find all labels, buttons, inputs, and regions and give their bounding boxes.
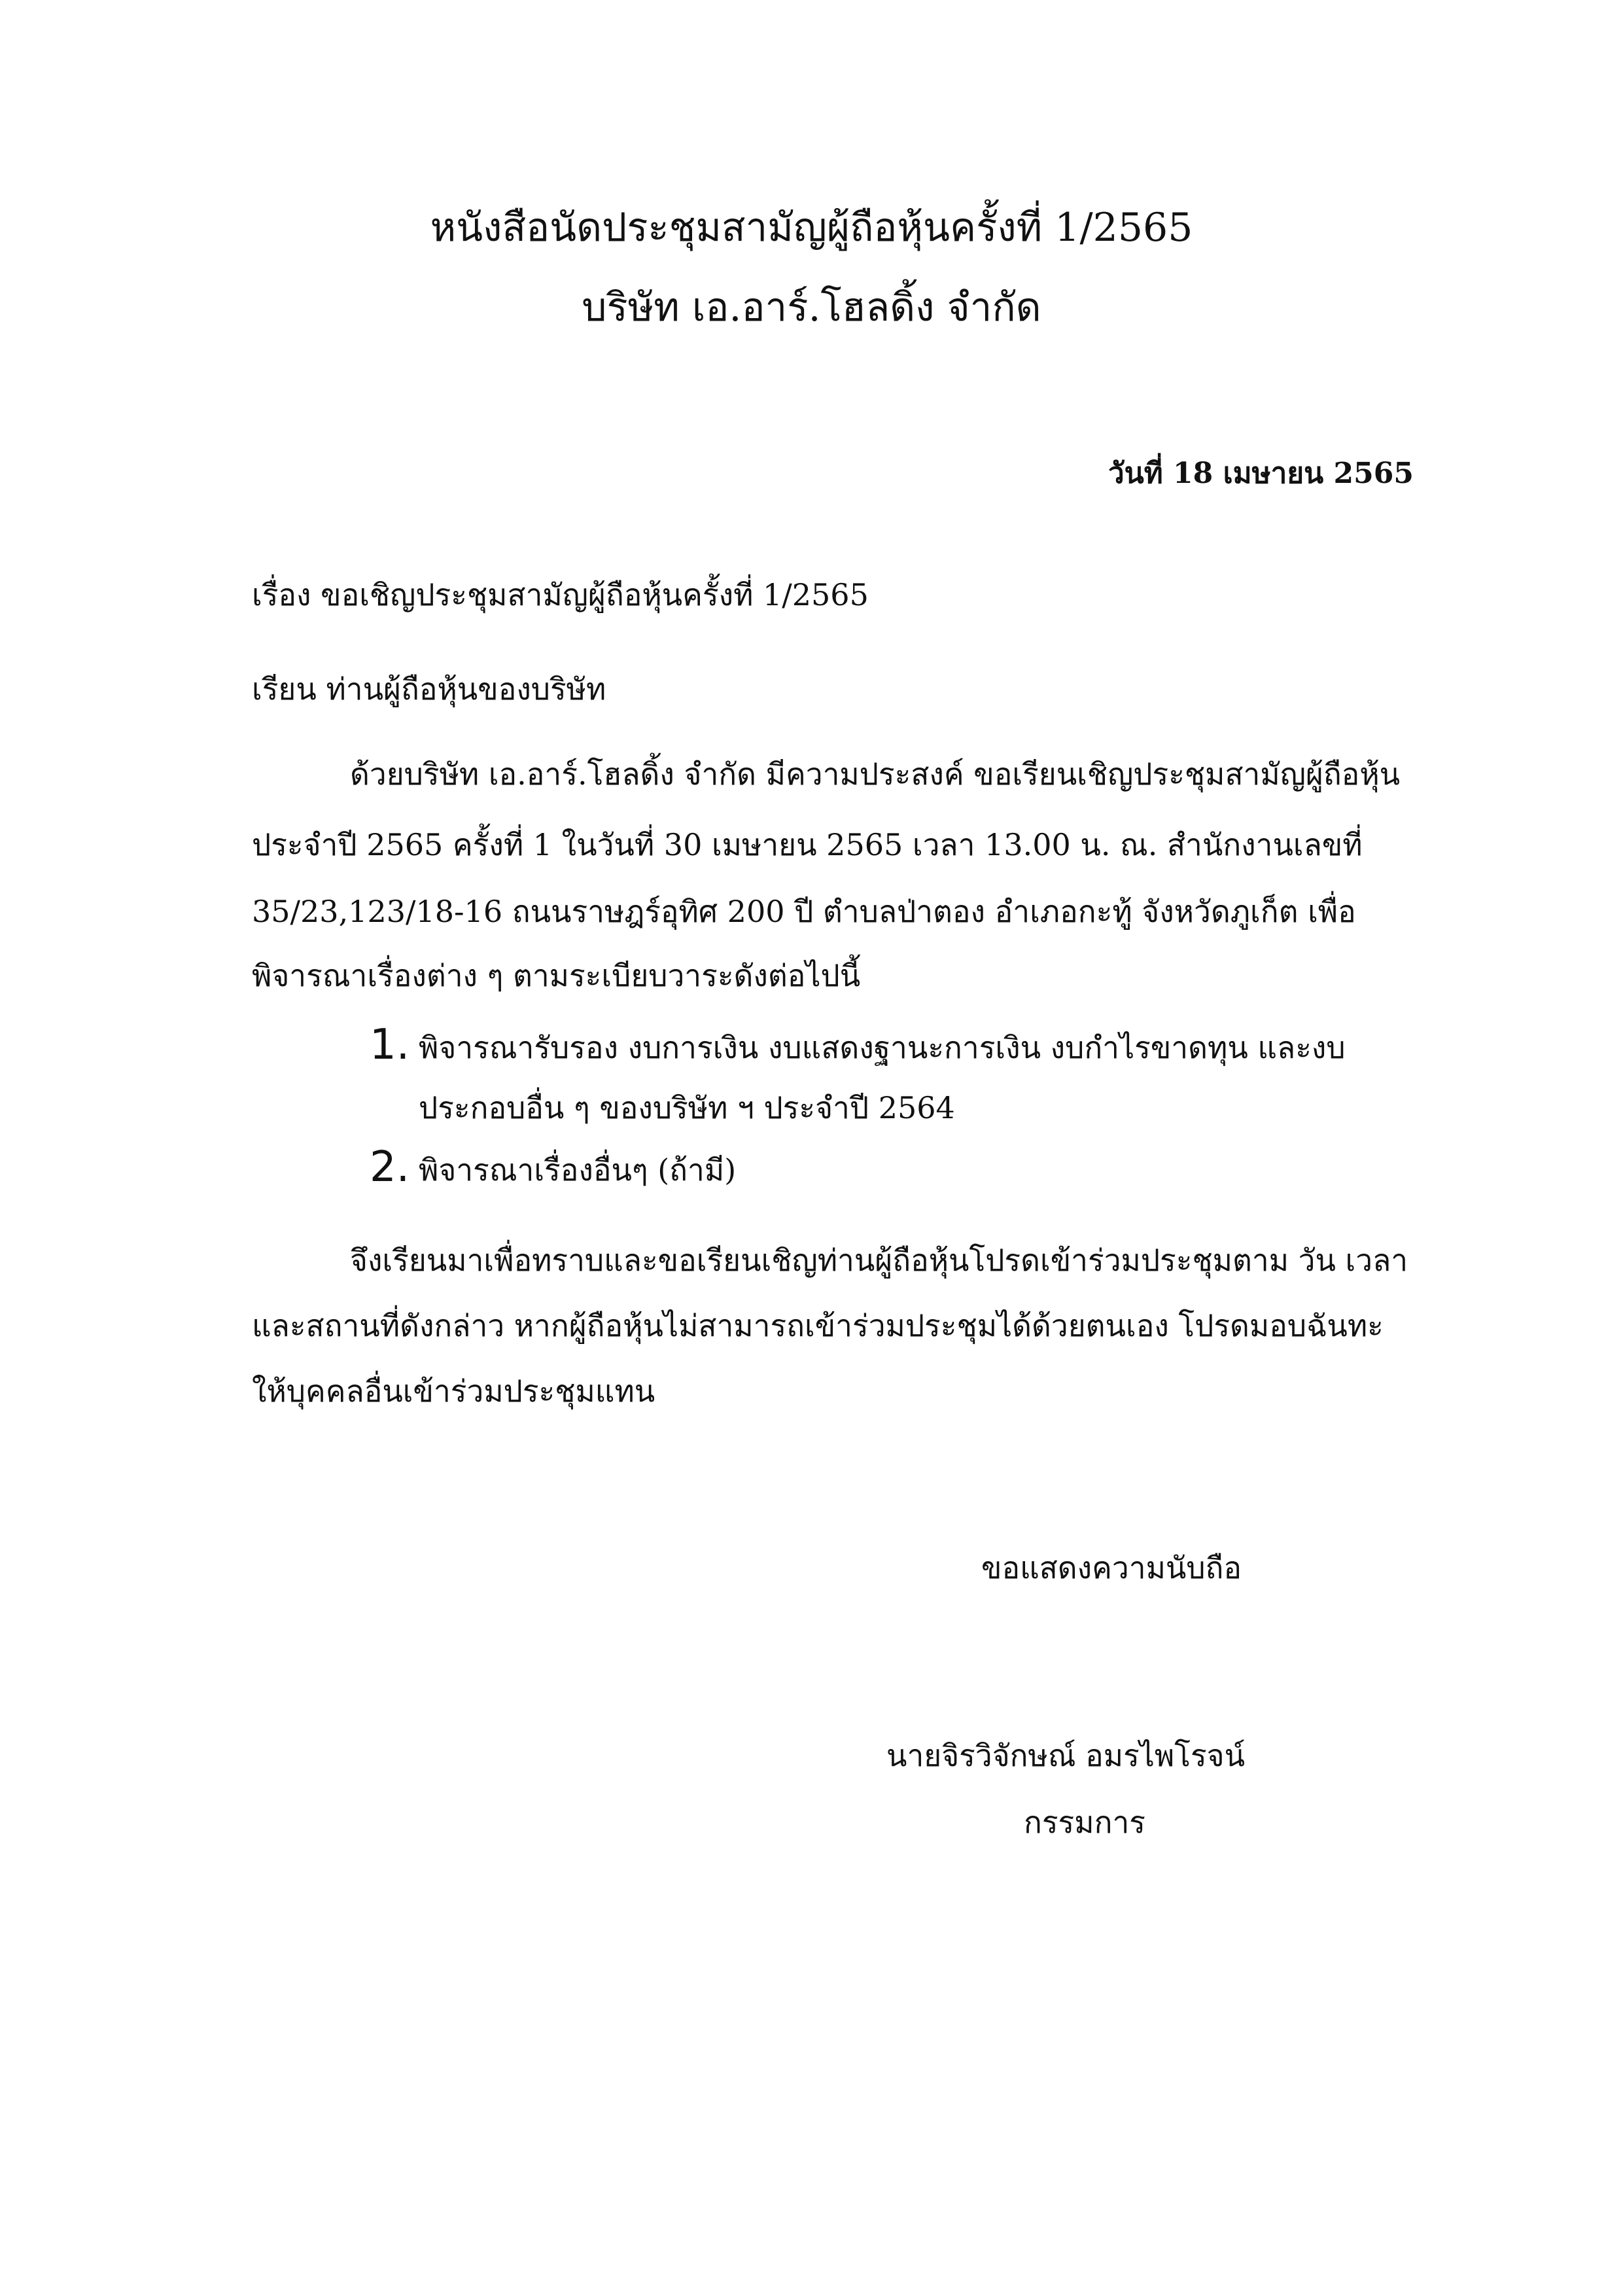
conclusion-line: ให้บุคคลอื่นเข้าร่วมประชุมแทน: [252, 1373, 655, 1409]
document-date: วันที่ 18 เมษายน 2565: [1108, 457, 1414, 490]
agenda-number: 2.: [370, 1143, 410, 1192]
agenda-number: 1.: [370, 1021, 410, 1069]
recipient-line: เรียน ท่านผู้ถือหุ้นของบริษัท: [252, 671, 606, 707]
signatory-position: กรรมการ: [1024, 1805, 1145, 1840]
conclusion-line: จึงเรียนมาเพื่อทราบและขอเรียนเชิญท่านผู้ถือหุ้นโปรดเข้าร่วมประชุมตาม วัน เวลา: [350, 1243, 1408, 1278]
agenda-text: ประกอบอื่น ๆ ของบริษัท ฯ ประจำปี 2564: [419, 1090, 955, 1125]
company-name: บริษัท เอ.อาร์.โฮลดิ้ง จำกัด: [582, 285, 1041, 330]
agenda-text: พิจารณารับรอง งบการเงิน งบแสดงฐานะการเงิน งบกำไรขาดทุน และงบ: [419, 1030, 1346, 1065]
agenda-text: พิจารณาเรื่องอื่นๆ (ถ้ามี): [419, 1152, 737, 1188]
subject-line: เรื่อง ขอเชิญประชุมสามัญผู้ถือหุ้นครั้งที่ 1/2565: [252, 577, 869, 612]
document-title: หนังสือนัดประชุมสามัญผู้ถือหุ้นครั้งที่ 1/2565: [430, 205, 1193, 251]
body-line: ด้วยบริษัท เอ.อาร์.โฮลดิ้ง จำกัด มีความประสงค์ ขอเรียนเชิญประชุมสามัญผู้ถือหุ้น: [350, 756, 1401, 792]
conclusion-line: และสถานที่ดังกล่าว หากผู้ถือหุ้นไม่สามารถเข้าร่วมประชุมได้ด้วยตนเอง โปรดมอบฉันทะ: [252, 1308, 1384, 1343]
closing-phrase: ขอแสดงความนับถือ: [981, 1550, 1242, 1585]
body-line: ประจำปี 2565 ครั้งที่ 1 ในวันที่ 30 เมษายน 2565 เวลา 13.00 น. ณ. สำนักงานเลขที่: [252, 827, 1363, 862]
signatory-name: นายจิรวิจักษณ์ อมรไพโรจน์: [886, 1738, 1246, 1773]
body-line: พิจารณาเรื่องต่าง ๆ ตามระเบียบวาระดังต่อไปนี้: [252, 958, 861, 993]
body-line: 35/23,123/18-16 ถนนราษฎร์อุทิศ 200 ปี ตำบลป่าตอง อำเภอกะทู้ จังหวัดภูเก็ต เพื่อ: [252, 894, 1356, 929]
